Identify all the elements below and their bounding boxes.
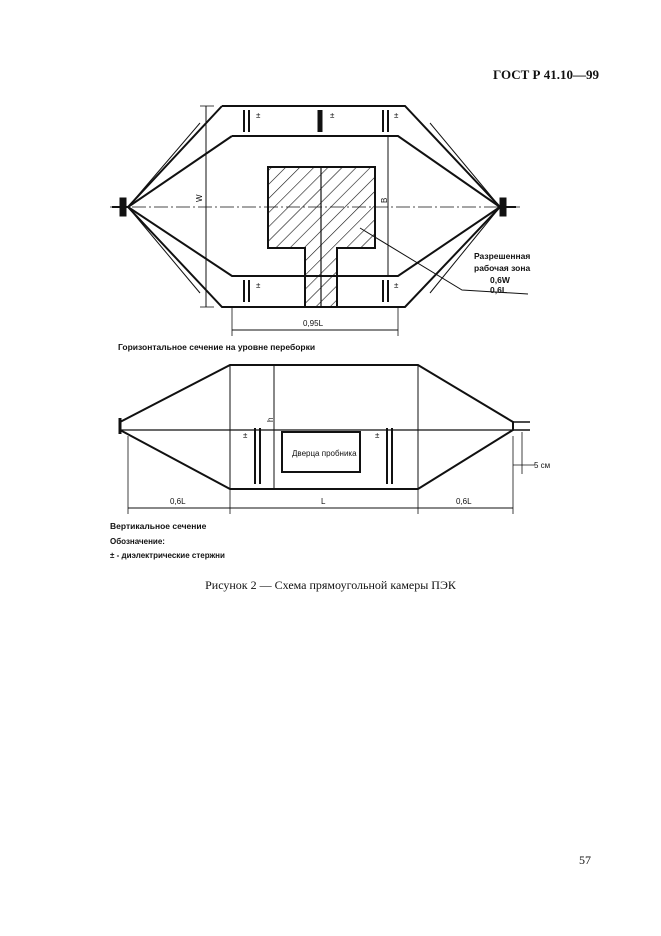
vertical-section-title: Вертикальное сечение (110, 521, 207, 531)
horizontal-section-title: Горизонтальное сечение на уровне переборки (118, 342, 316, 352)
dim-left-label: 0,6L (170, 497, 186, 506)
dim-right-label: 0,6L (456, 497, 472, 506)
vertical-section (120, 365, 535, 514)
rod-symbol: ± (375, 431, 380, 440)
dim-mid-label: L (321, 497, 326, 506)
legend-item: ± - диэлектрические стержни (110, 551, 225, 560)
dim-h-label: h (266, 417, 275, 422)
rod-symbol: ± (394, 111, 399, 120)
zone-label-line2: рабочая зона (474, 263, 531, 273)
dim-5cm-label: 5 см (534, 461, 551, 470)
rod-symbol: ± (256, 281, 261, 290)
figure-caption: Рисунок 2 — Схема прямоугольной камеры ПЭК (205, 578, 456, 592)
door-label: Дверца пробника (292, 449, 357, 458)
dim-w-label: W (195, 194, 204, 202)
rod-symbol: ± (330, 111, 335, 120)
vertical-outline (120, 365, 513, 489)
zone-label-line4: 0,6L (490, 285, 508, 295)
legend-title: Обозначение: (110, 537, 165, 546)
rod-symbol: ± (243, 431, 248, 440)
rod-symbol: ± (256, 111, 261, 120)
rod-symbol: ± (394, 281, 399, 290)
horizontal-section (110, 106, 531, 336)
page-header: ГОСТ Р 41.10—99 (493, 67, 599, 82)
page-number: 57 (579, 853, 591, 867)
dim-b-label: B (380, 197, 389, 203)
dim-095l-label: 0,95L (303, 319, 324, 328)
zone-label-line3: 0,6W (490, 275, 510, 285)
zone-label-line1: Разрешенная (474, 251, 531, 261)
